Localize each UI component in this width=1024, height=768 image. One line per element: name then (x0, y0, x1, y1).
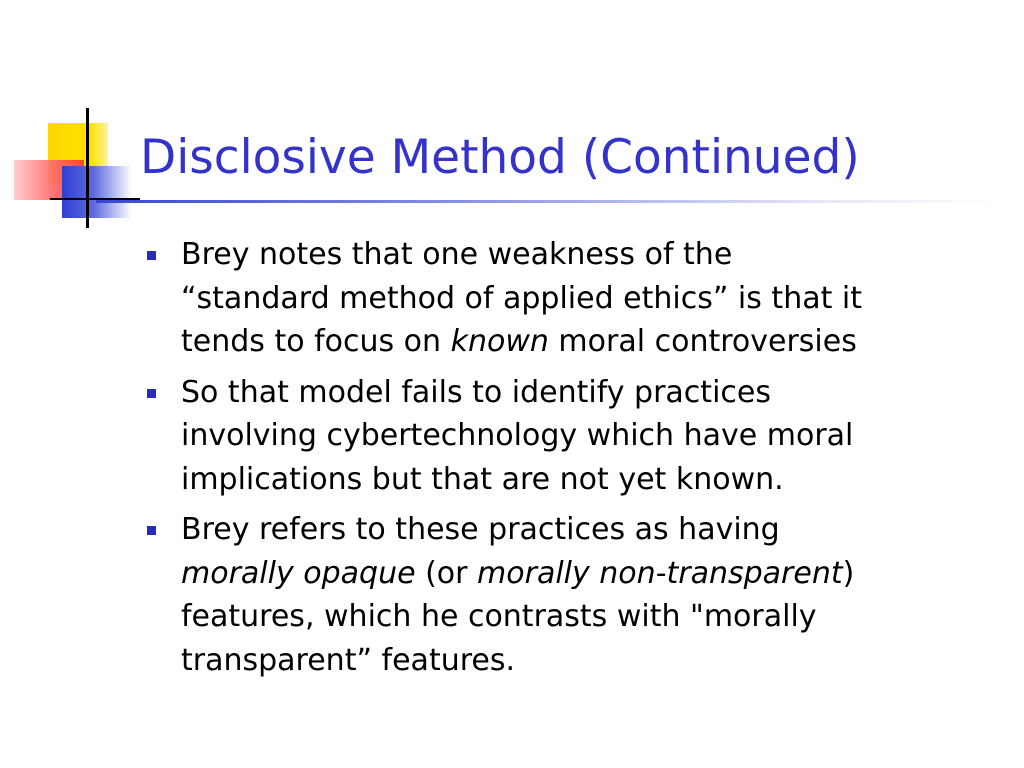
bullet-line (181, 639, 995, 683)
bullet-text: involving cybertechnology which have moral (181, 418, 854, 453)
decor-vertical-line (86, 108, 89, 228)
bullet-text: So that model fails to identify practices (181, 374, 771, 410)
bullet-line (181, 320, 995, 364)
bullet-text: ) (842, 555, 855, 591)
bullet-line (181, 595, 995, 639)
bullet-text: “standard method of applied ethics” is that it (181, 280, 862, 316)
bullet-square-icon (147, 251, 156, 260)
title-underline-rule (96, 200, 1006, 203)
bullet-line (181, 277, 995, 321)
bullet-text: Brey notes that one weakness of the (181, 237, 733, 272)
bullet-square-icon (147, 526, 156, 535)
emphasis-known: known (450, 324, 549, 359)
bullet-text: tends to focus on (181, 324, 451, 359)
bullet-line (181, 371, 995, 415)
bullet-item (145, 508, 995, 682)
slide-title: Disclosive Method (Continued) (140, 130, 860, 185)
bullet-line (181, 233, 995, 277)
bullet-line (181, 458, 995, 502)
bullet-text: moral controversies (548, 324, 857, 359)
bullet-line (181, 414, 995, 458)
emphasis-morally-opaque: morally opaque (181, 555, 416, 591)
bullet-list (145, 233, 995, 689)
decor-blue-square (62, 166, 132, 218)
bullet-text: features, which he contrasts with "morally (181, 599, 817, 634)
bullet-line (181, 508, 995, 552)
bullet-text: Brey refers to these practices as having (181, 512, 780, 547)
bullet-text: (or (415, 555, 478, 591)
bullet-square-icon (147, 389, 156, 398)
bullet-text: implications but that are not yet known. (181, 461, 784, 497)
emphasis-morally-non-transparent: morally non-transparent (477, 555, 843, 591)
bullet-line (181, 552, 995, 596)
bullet-item (145, 233, 995, 364)
bullet-text: transparent” features. (181, 642, 516, 678)
bullet-item (145, 371, 995, 502)
